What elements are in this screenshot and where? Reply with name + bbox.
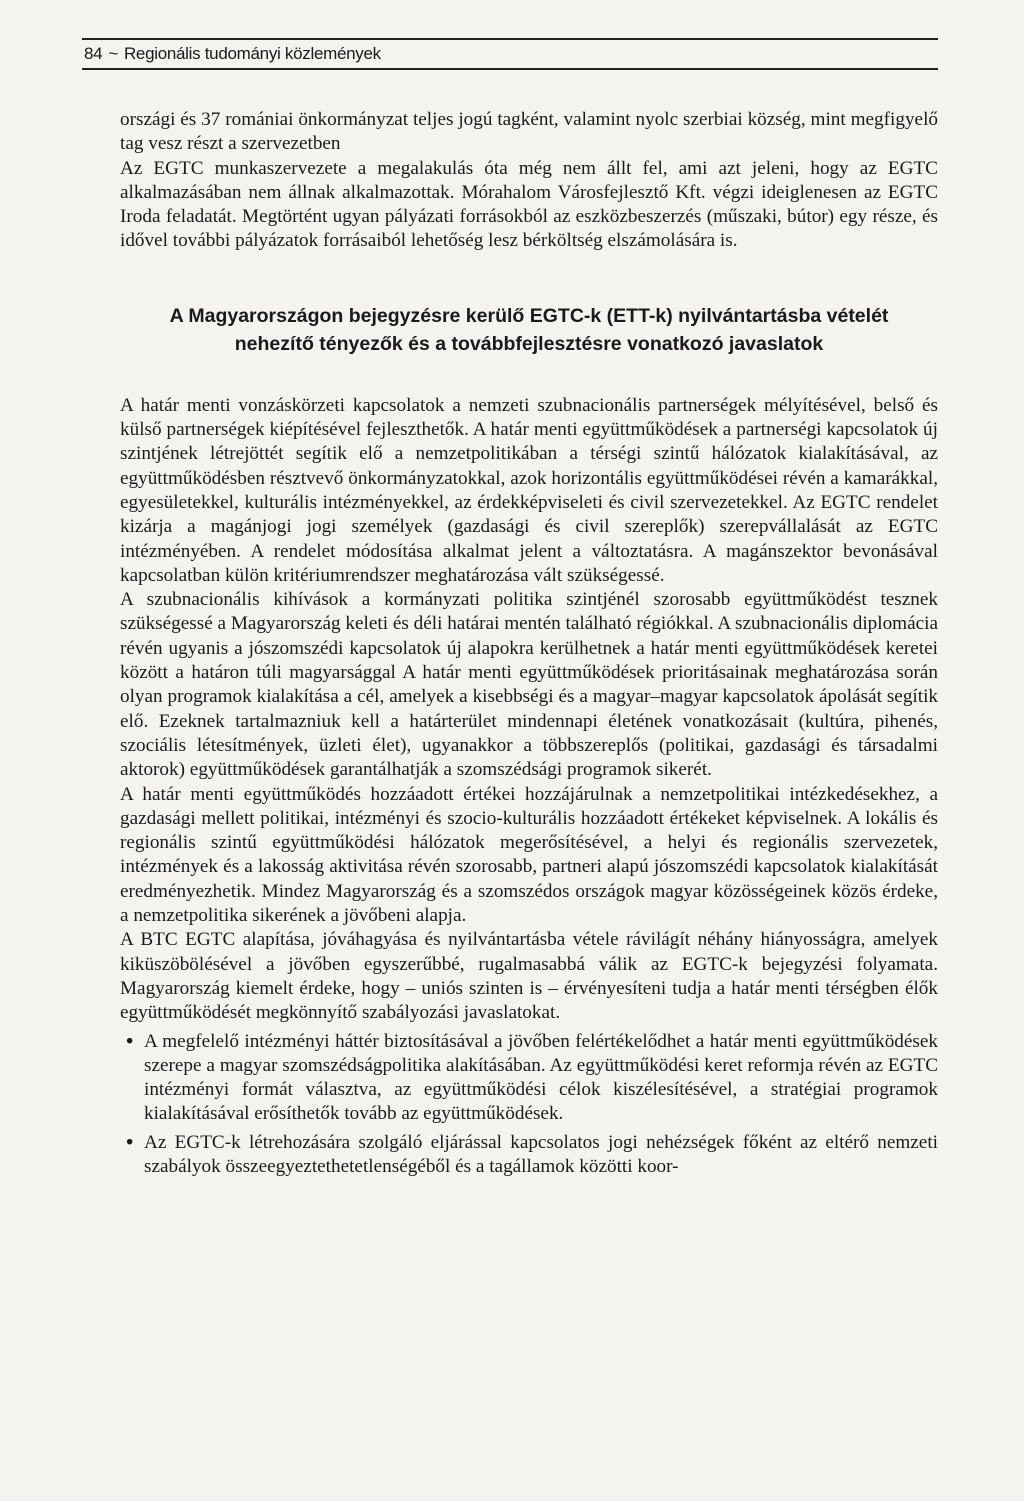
- paragraph: A határ menti együttműködés hozzáadott értékei hozzájárulnak a nemzetpolitikai intézkedésekhez, a gazdasági mellett politikai, intézményi és szocio-kulturális hozzáadott értékeket képviselnek. A lokális és regionális szintű együttműködési hálózatok megerősítésével, a helyi és regionális szervezetek, intézmények és a lakosság aktivitása révén szorosabb, partneri alapú jószomszédi kapcsolatok kialakítását eredményezhetik. Mindez Magyarország és a szomszédos országok magyar közösségeinek közös érdeke, a nemzetpolitika sikerének a jövőbeni alapja.: [120, 783, 938, 927]
- section-heading-line-2: nehezítő tényezők és a továbbfejlesztésre vonatkozó javaslatok: [234, 332, 824, 355]
- bullet-text: A megfelelő intézményi háttér biztosításával a jövőben felértékelődhet a határ menti együttműködések szerepe a magyar szomszédságpolitika alakításában. Az együttműködési keret reformja révén az EGTC intézményi formát választva, az együttműködési célok kiszélesítésével, a stratégiai programok kialakításával erősíthetők tovább az együttműködések.: [144, 1030, 938, 1125]
- body-text: [120, 108, 938, 1179]
- intro-paragraph-continued: országi és 37 romániai önkormányzat teljes jogú tagként, valamint nyolc szerbiai község, mint megfigyelő tag vesz részt a szervezetben: [120, 109, 938, 155]
- bullet-dot-icon: •: [124, 1130, 136, 1154]
- section-heading: [120, 302, 938, 358]
- intro-paragraph: Az EGTC munkaszervezete a megalakulás óta még nem állt fel, ami azt jeleni, hogy az EGTC alkalmazásában nem állnak alkalmazottak. Mórahalom Városfejlesztő Kft. végzi ideiglenesen az EGTC Iroda feladatát. Megtörtént ugyan pályázati forrásokból az eszközbeszerzés (műszaki, bútor) egy része, és idővel további pályázatok forrásaiból lehetőség lesz bérköltség elszámolására is.: [120, 157, 938, 252]
- journal-title: Regionális tudományi közlemények: [123, 44, 381, 63]
- running-header: [82, 38, 938, 70]
- paragraph: A határ menti vonzáskörzeti kapcsolatok a nemzeti szubnacionális partnerségek mélyítésével, belső és külső partnerségek kiépítésével fejleszthetők. A határ menti együttműködések a partnerségi kapcsolatok új szintjének létrejöttét segítik elő a nemzetpolitikában a térségi szintű hálózatok kialakításával, az együttműködésben résztvevő önkormányzatokkal, azok horizontális együttműködései révén a kamarákkal, egyesületekkel, kulturális intézményekkel, az érdekképviseleti és civil szervezetekkel. Az EGTC rendelet kizárja a magánjogi jogi személyek (gazdasági és civil szereplők) szerepvállalását az EGTC intézményében. A rendelet módosítása alkalmat jelent a változtatásra. A magánszektor bevonásával kapcsolatban külön kritériumrendszer meghatározása vált szükségessé.: [120, 394, 938, 586]
- section-heading-line-1: A Magyarországon bejegyzésre kerülő EGTC-k (ETT-k) nyilvántartásba vételét: [169, 304, 889, 327]
- bullet-item: [120, 1030, 938, 1127]
- bullet-item: [120, 1131, 938, 1180]
- page-number: 84: [84, 44, 103, 63]
- bullet-text: Az EGTC-k létrehozására szolgáló eljárással kapcsolatos jogi nehézségek főként az eltérő nemzeti szabályok összeegyeztethetetlenségéből és a tagállamok közötti koor-: [144, 1131, 938, 1177]
- bullet-list: [120, 1030, 938, 1180]
- bullet-dot-icon: •: [124, 1029, 136, 1053]
- header-separator: ~: [108, 44, 118, 63]
- paragraph: A BTC EGTC alapítása, jóváhagyása és nyilvántartásba vétele rávilágít néhány hiányosságra, amelyek kiküszöbölésével a jövőben egyszerűbbé, rugalmasabbá válik az EGTC-k bejegyzési folyamata. Magyarország kiemelt érdeke, hogy – uniós szinten is – érvényesíteni tudja a határ menti térségben élők együttműködését megkönnyítő szabályozási javaslatokat.: [120, 929, 938, 1024]
- paragraph: A szubnacionális kihívások a kormányzati politika szintjénél szorosabb együttműködést tesznek szükségessé a Magyarország keleti és déli határai mentén található régiókkal. A szubnacionális diplomácia révén ugyanis a jószomszédi kapcsolatok új alapokra kerülhetnek a határ menti együttműködések keretei között a határon túli magyarsággal A határ menti együttműködések prioritásainak meghatározása során olyan programok kialakítása a cél, amelyek a kisebbségi és a magyar–magyar kapcsolatok ápolását segítik elő. Ezeknek tartalmazniuk kell a határterület mindennapi életének vonatkozásait (kultúra, pihenés, szociális létesítmények, üzleti élet), ugyanakkor a többszereplős (politikai, gazdasági és társadalmi aktorok) együttműködések garantálhatják a szomszédsági programok sikerét.: [120, 589, 938, 781]
